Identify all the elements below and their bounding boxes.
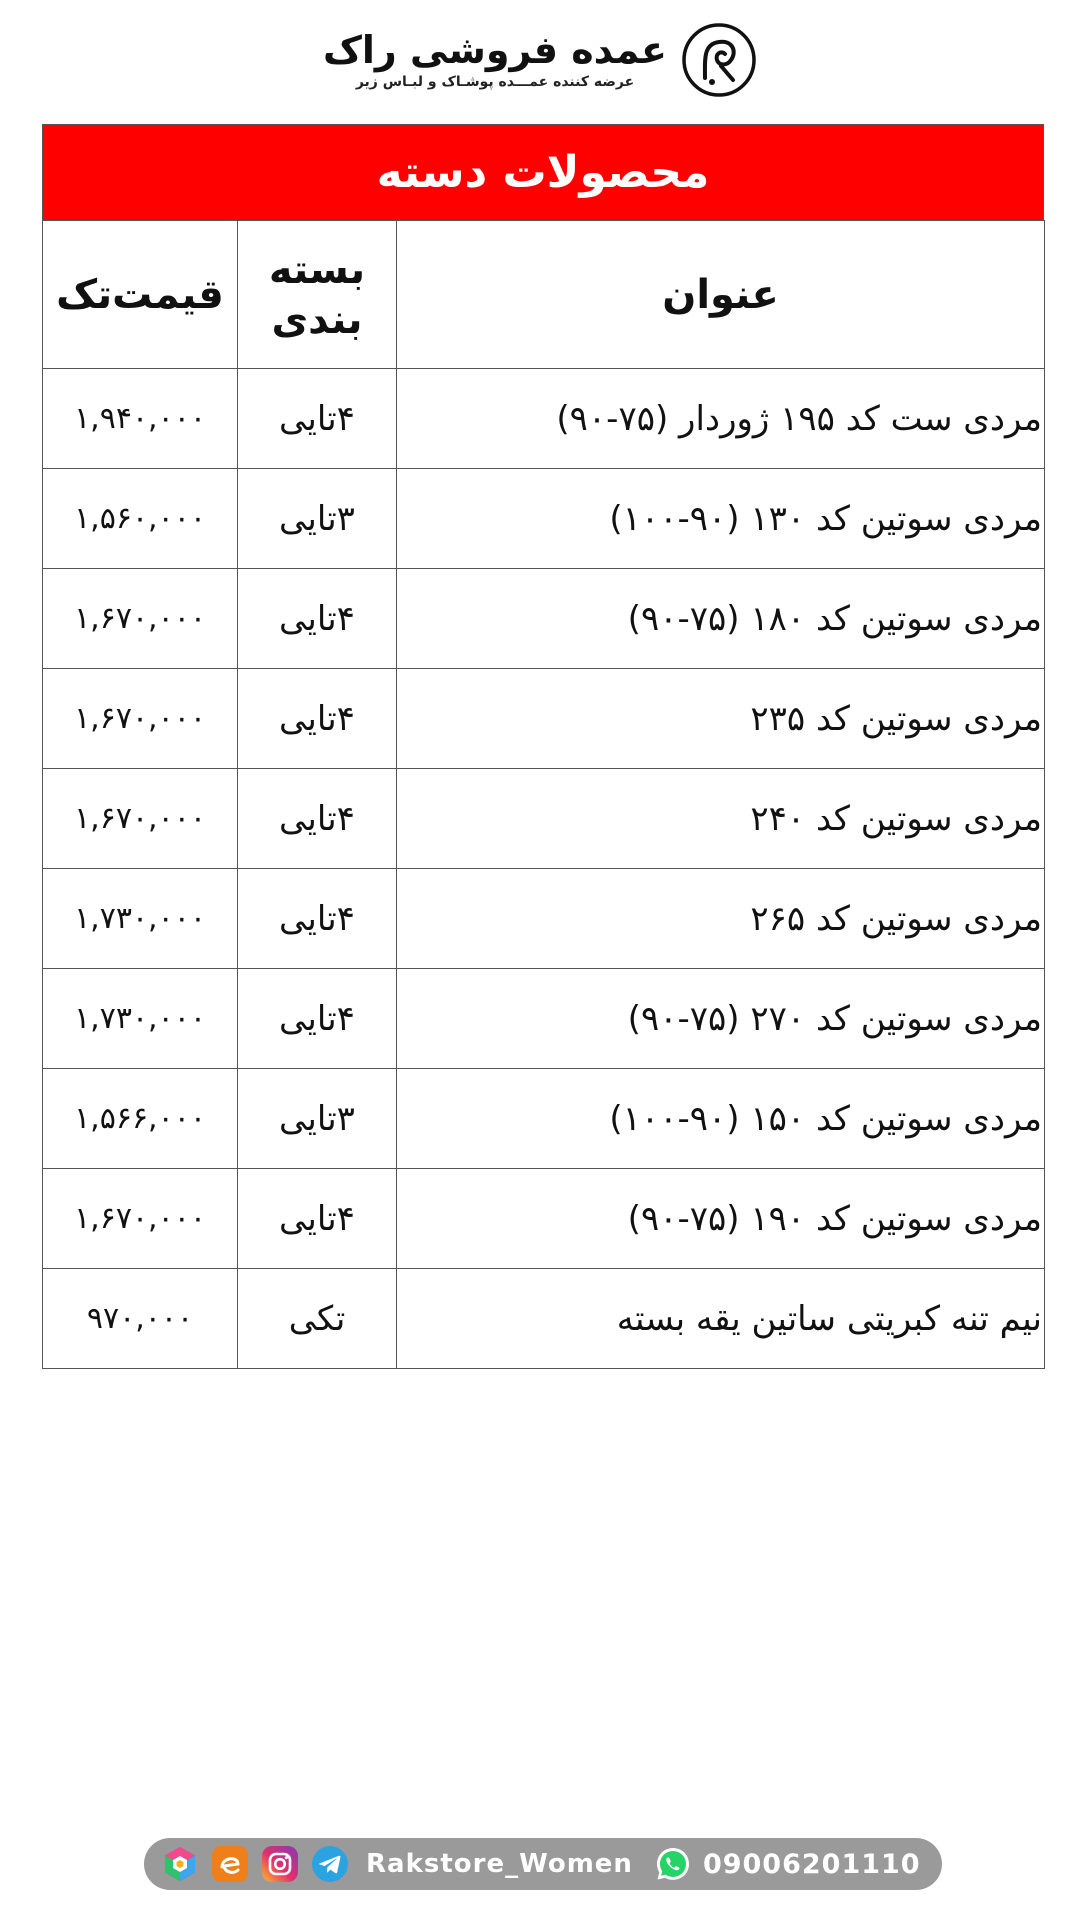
product-packaging: ۴تایی bbox=[238, 369, 397, 469]
product-title: نیم تنه کبریتی ساتین یقه بسته bbox=[397, 1269, 1045, 1369]
instagram-icon[interactable] bbox=[260, 1844, 300, 1884]
brand-text bbox=[323, 28, 667, 92]
product-packaging: ۳تایی bbox=[238, 469, 397, 569]
product-title: مردی سوتین کد ۲۴۰ bbox=[397, 769, 1045, 869]
brand-title: عمده فروشی راک bbox=[322, 28, 668, 72]
product-price: ۱,۵۶۶,۰۰۰ bbox=[43, 1069, 238, 1169]
table-title: محصولات دسته bbox=[42, 124, 1044, 220]
product-packaging: ۴تایی bbox=[238, 869, 397, 969]
table-header-row bbox=[43, 221, 1045, 369]
phone-number[interactable]: 09006201110 bbox=[702, 1848, 921, 1880]
column-header-title: عنوان bbox=[397, 221, 1045, 369]
product-title: مردی سوتین کد ۱۸۰ (۷۵-۹۰) bbox=[397, 569, 1045, 669]
product-title: مردی سوتین کد ۲۶۵ bbox=[397, 869, 1045, 969]
table-row bbox=[43, 469, 1045, 569]
product-price: ۱,۶۷۰,۰۰۰ bbox=[43, 569, 238, 669]
product-title: مردی ست کد ۱۹۵ ژوردار (۷۵-۹۰) bbox=[397, 369, 1045, 469]
eitaa-icon[interactable] bbox=[210, 1844, 250, 1884]
table-row bbox=[43, 369, 1045, 469]
product-packaging: تکی bbox=[238, 1269, 397, 1369]
whatsapp-icon[interactable] bbox=[653, 1844, 693, 1884]
product-price: ۱,۷۳۰,۰۰۰ bbox=[43, 869, 238, 969]
table-row bbox=[43, 1269, 1045, 1369]
product-title: مردی سوتین کد ۲۳۵ bbox=[397, 669, 1045, 769]
table-row bbox=[43, 869, 1045, 969]
table-row bbox=[43, 1069, 1045, 1169]
product-price: ۱,۷۳۰,۰۰۰ bbox=[43, 969, 238, 1069]
product-packaging: ۴تایی bbox=[238, 769, 397, 869]
product-table bbox=[42, 124, 1044, 1369]
product-title: مردی سوتین کد ۱۵۰ (۹۰-۱۰۰) bbox=[397, 1069, 1045, 1169]
column-header-packaging: بسته بندی bbox=[238, 221, 397, 369]
product-packaging: ۴تایی bbox=[238, 1169, 397, 1269]
brand-logo bbox=[323, 22, 757, 98]
social-handle[interactable]: Rakstore_Women bbox=[366, 1849, 633, 1879]
product-price: ۱,۹۴۰,۰۰۰ bbox=[43, 369, 238, 469]
product-packaging: ۴تایی bbox=[238, 969, 397, 1069]
contact-bar bbox=[144, 1838, 942, 1890]
column-header-unit-price: قیمت‌تک bbox=[43, 221, 238, 369]
product-packaging: ۳تایی bbox=[238, 1069, 397, 1169]
product-title: مردی سوتین کد ۲۷۰ (۷۵-۹۰) bbox=[397, 969, 1045, 1069]
telegram-icon[interactable] bbox=[310, 1844, 350, 1884]
product-packaging: ۴تایی bbox=[238, 669, 397, 769]
rubika-icon[interactable] bbox=[160, 1844, 200, 1884]
product-packaging: ۴تایی bbox=[238, 569, 397, 669]
table-row bbox=[43, 669, 1045, 769]
table-row bbox=[43, 569, 1045, 669]
price-table bbox=[42, 220, 1045, 1369]
brand-mark-icon bbox=[681, 22, 757, 98]
brand-subtitle: عرضه کننده عمـــده پوشـاک و لبـاس زیر bbox=[355, 74, 635, 90]
table-row bbox=[43, 969, 1045, 1069]
table-row bbox=[43, 1169, 1045, 1269]
table-row bbox=[43, 769, 1045, 869]
product-price: ۹۷۰,۰۰۰ bbox=[43, 1269, 238, 1369]
product-price: ۱,۶۷۰,۰۰۰ bbox=[43, 1169, 238, 1269]
product-title: مردی سوتین کد ۱۹۰ (۷۵-۹۰) bbox=[397, 1169, 1045, 1269]
product-price: ۱,۵۶۰,۰۰۰ bbox=[43, 469, 238, 569]
header bbox=[0, 18, 1080, 102]
product-price: ۱,۶۷۰,۰۰۰ bbox=[43, 669, 238, 769]
product-title: مردی سوتین کد ۱۳۰ (۹۰-۱۰۰) bbox=[397, 469, 1045, 569]
product-price: ۱,۶۷۰,۰۰۰ bbox=[43, 769, 238, 869]
